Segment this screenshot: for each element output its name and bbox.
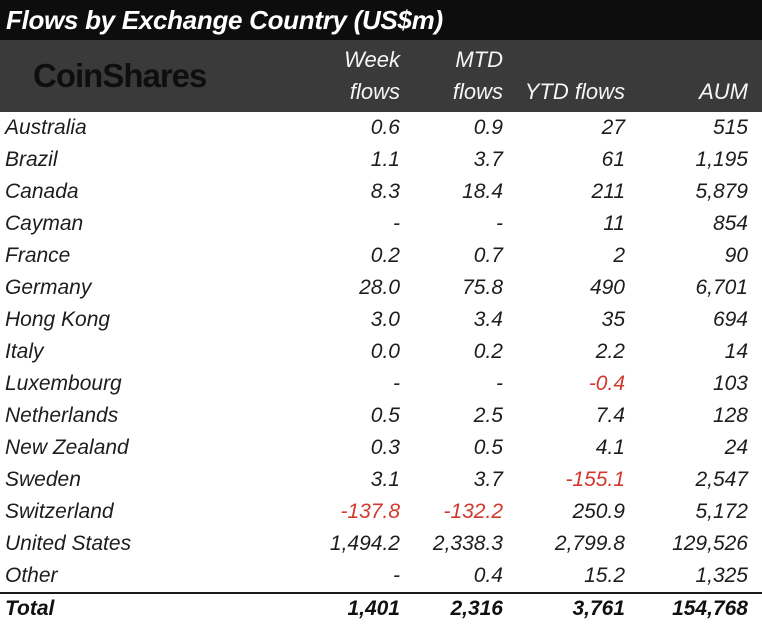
table-row: [0, 112, 762, 144]
value-cell: 11: [603, 212, 625, 235]
value-cell: 250.9: [572, 500, 625, 523]
value-cell: 0.5: [370, 404, 400, 427]
country-cell: Switzerland: [5, 500, 114, 523]
value-cell: 128: [712, 404, 748, 427]
value-cell: 103: [712, 372, 748, 395]
value-cell: 515: [712, 116, 748, 139]
value-cell: 2,547: [695, 468, 748, 491]
value-cell: 0.2: [473, 340, 503, 363]
value-cell: 1,325: [695, 564, 748, 587]
country-cell: Canada: [5, 180, 79, 203]
value-cell: 2,799.8: [554, 532, 625, 555]
value-cell: 0.7: [473, 244, 503, 267]
table-row: [0, 336, 762, 368]
value-cell: 694: [712, 308, 748, 331]
value-cell: 1,195: [695, 148, 748, 171]
value-cell: 0.4: [473, 564, 503, 587]
country-cell: United States: [5, 532, 132, 555]
value-cell: 18.4: [462, 180, 503, 203]
column-header-aum: AUM: [699, 79, 748, 104]
value-cell: 3.4: [473, 308, 503, 331]
value-cell: 5,879: [695, 180, 748, 203]
value-cell: -: [393, 372, 400, 395]
value-cell: 3.7: [473, 468, 503, 491]
value-cell: 1,494.2: [329, 532, 400, 555]
table-row: [0, 304, 762, 336]
column-header-mtd-flows: MTD flows: [452, 47, 503, 104]
table-body: [0, 112, 762, 592]
value-cell: 211: [591, 180, 625, 203]
value-cell: 27: [601, 116, 625, 139]
country-cell: Netherlands: [5, 404, 119, 427]
value-cell: 2.2: [595, 340, 625, 363]
country-cell: Cayman: [5, 212, 84, 235]
value-cell: 15.2: [584, 564, 625, 587]
table-row: [0, 432, 762, 464]
table-row: [0, 176, 762, 208]
value-cell: -0.4: [588, 372, 625, 395]
value-cell: 0.0: [370, 340, 400, 363]
table-row: [0, 240, 762, 272]
value-cell: 7.4: [595, 404, 625, 427]
value-cell: 490: [589, 276, 625, 299]
table-row: [0, 400, 762, 432]
country-cell: Brazil: [5, 148, 58, 171]
table-header-band: [0, 40, 762, 112]
country-cell: Italy: [5, 340, 44, 363]
country-cell: Hong Kong: [5, 308, 111, 331]
value-cell: 2,338.3: [432, 532, 503, 555]
value-cell: -132.2: [443, 500, 503, 523]
coinshares-logo: CoinShares: [33, 57, 207, 94]
value-cell: 0.3: [370, 436, 400, 459]
table-row: [0, 368, 762, 400]
value-cell: 24: [724, 436, 748, 459]
value-cell: 61: [601, 148, 625, 171]
title-bar: [0, 0, 762, 40]
value-cell: -: [393, 212, 400, 235]
value-cell: 0.9: [473, 116, 503, 139]
value-cell: 854: [712, 212, 748, 235]
value-cell: 0.2: [370, 244, 400, 267]
country-cell: Sweden: [5, 468, 81, 491]
country-cell: Other: [5, 564, 58, 587]
value-cell: 3.7: [473, 148, 503, 171]
table-row: [0, 208, 762, 240]
total-mtd-flows: 2,316: [450, 597, 503, 620]
value-cell: 0.6: [370, 116, 400, 139]
value-cell: 5,172: [695, 500, 748, 523]
value-cell: -137.8: [340, 500, 400, 523]
value-cell: 14: [724, 340, 748, 363]
value-cell: 8.3: [370, 180, 400, 203]
table-row: [0, 144, 762, 176]
total-week-flows: 1,401: [347, 597, 400, 620]
value-cell: 3.1: [370, 468, 400, 491]
country-cell: New Zealand: [5, 436, 129, 459]
total-label: Total: [5, 597, 55, 620]
country-cell: Luxembourg: [5, 372, 122, 395]
total-aum: 154,768: [672, 597, 748, 620]
table-row: [0, 464, 762, 496]
value-cell: 3.0: [370, 308, 400, 331]
value-cell: -: [496, 212, 503, 235]
value-cell: 35: [601, 308, 625, 331]
value-cell: 6,701: [695, 276, 748, 299]
column-header-ytd-flows: YTD flows: [524, 79, 625, 104]
value-cell: -155.1: [565, 468, 625, 491]
country-cell: France: [5, 244, 71, 267]
value-cell: 0.5: [473, 436, 503, 459]
table-row: [0, 560, 762, 592]
value-cell: 28.0: [359, 276, 400, 299]
table-row: [0, 272, 762, 304]
value-cell: 2: [613, 244, 625, 267]
page-title: Flows by Exchange Country (US$m): [6, 4, 443, 35]
value-cell: 90: [724, 244, 748, 267]
table-row: [0, 528, 762, 560]
value-cell: -: [496, 372, 503, 395]
value-cell: 75.8: [462, 276, 503, 299]
value-cell: 129,526: [672, 532, 748, 555]
total-row: [0, 592, 762, 624]
value-cell: 1.1: [370, 148, 400, 171]
table-row: [0, 496, 762, 528]
value-cell: 2.5: [473, 404, 503, 427]
value-cell: 4.1: [595, 436, 625, 459]
country-cell: Australia: [5, 116, 87, 139]
value-cell: -: [393, 564, 400, 587]
column-header-week-flows: Week flows: [344, 47, 400, 104]
country-cell: Germany: [5, 276, 92, 299]
total-ytd-flows: 3,761: [572, 597, 625, 620]
